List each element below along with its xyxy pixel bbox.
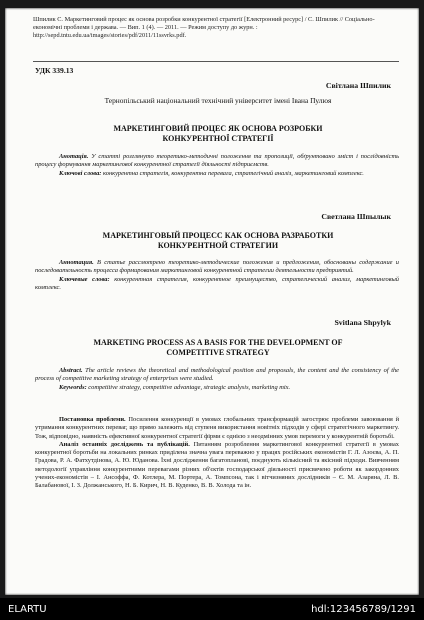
paragraph-problem-text: Посилення конкуренції в умовах глобальних трансформацій загострює проблеми завоювання й утримання конкурентних переваг, що прямо залежить від ступеня використання новітніх підходів у сфері стратегічного маркетингу. Тож, відповідно, наявність ефективної конкурентної стратегії фірми є однією з неодмінних умов перемоги у конкурентній боротьбі. xyxy=(35,416,399,440)
handle-id: hdl:123456789/1291 xyxy=(311,604,416,615)
abstract-ru xyxy=(35,259,399,293)
abstract-en-label: Abstract. xyxy=(59,367,83,374)
document-page xyxy=(5,8,419,595)
paragraph-problem-label: Постановка проблеми. xyxy=(59,416,126,423)
paragraph-analysis xyxy=(35,441,399,491)
abstract-ru-text: В статье рассмотрено теоретико-методические положения и предложения, обоснованы содержание и последовательность процесса формирования маркетинговой конкурентной стратегии деятельности предприятий. xyxy=(35,259,399,275)
affiliation: Тернопільський національний технічний університет імені Івана Пулюя xyxy=(104,96,332,105)
author-ru: Светлана Шпылык xyxy=(321,212,391,221)
repository-name: ELARTU xyxy=(8,604,47,615)
title-en-line2: COMPETITIVE STRATEGY xyxy=(166,348,270,357)
udk-code: УДК 339.13 xyxy=(35,66,74,75)
keywords-ru-label: Ключевые слова: xyxy=(59,275,110,283)
title-ru-line2: КОНКУРЕНТНОЙ СТРАТЕГИИ xyxy=(157,241,279,250)
title-ua-line2: КОНКУРЕНТНОЇ СТРАТЕГІЇ xyxy=(162,134,274,143)
paragraph-problem xyxy=(35,416,399,441)
title-ua xyxy=(45,124,391,144)
abstract-ru-label: Аннотация. xyxy=(59,259,94,266)
keywords-ru-text: конкурентная стратегия, конкурентное преимущество, стратегический анализ, маркетинговый комплекс. xyxy=(35,275,399,292)
abstract-ua-text: У статті розглянуто теоретико-методичні положення та пропозиції, обґрунтовано зміст і послідовність процесу формування маркетингової конкурентної стратегії діяльності підприємств. xyxy=(35,153,399,169)
viewer-footer-bar xyxy=(0,598,424,620)
body-text xyxy=(35,416,399,491)
abstract-ua-label: Анотація. xyxy=(59,153,89,160)
abstract-en xyxy=(35,367,399,392)
title-en xyxy=(45,338,391,358)
keywords-ua-text: конкурентна стратегія, конкурентна перевага, стратегічний аналіз, маркетинговий комплекс. xyxy=(101,169,364,177)
keywords-ua-label: Ключові слова: xyxy=(59,169,102,177)
keywords-en-label: Keywords: xyxy=(59,383,87,391)
title-ru-line1: МАРКЕТИНГОВЫЙ ПРОЦЕСС КАК ОСНОВА РАЗРАБОТКИ xyxy=(102,231,334,240)
title-ru xyxy=(45,231,391,251)
author-ua: Світлана Шпилик xyxy=(325,81,391,90)
citation: Шпилик С. Маркетинговий процес як основа розробки конкурентної стратегії [Електронний ресурс] / С. Шпилик // Соціально-економічні проблеми і держава. — Вип. 1 (4). — 2011. — Режим доступу до журн. : http://sepd.tntu.edu.ua/images/stories/pdf/2011/11ssvrks.pdf. xyxy=(33,16,375,40)
paragraph-analysis-text: Питанням розроблення маркетингової конкурентної стратегії в умовах конкурентної боротьби на локальних ринках приділена значна увага переважно у працях російських економістів Г. Л. Азоєва, А. П. Градова, Р. А. Фатхутдінова, А. Ю. Юданова. Їхні дослідження багатопланові, поєднують кількісний та якісний підходи. Вивченням методології управління конкурентними перевагами різних об'єктів господарської діяльності присвячено роботи як закордонних учених-економістів – І. Ансоффа, Ф. Котлера, М. Портера, А. Томпсона, так і вітчизняних дослідників – Є. М. Азаряна, Л. В. Балабанової, І. З. Должанського, Н. Б. Кирич, Н. В. Куденко, В. В. Холода та ін. xyxy=(35,440,399,490)
title-ua-line1: МАРКЕТИНГОВИЙ ПРОЦЕС ЯК ОСНОВА РОЗРОБКИ xyxy=(113,124,323,133)
abstract-ua xyxy=(35,153,399,178)
keywords-en-text: competitive strategy, competitive advantage, strategic analysis, marketing mix. xyxy=(86,383,291,391)
abstract-en-text: The article reviews the theoretical and methodological position and proposals, the content and the consistency of the process of competitive marketing strategy of enterprises were studied. xyxy=(35,367,399,383)
author-en: Svitlana Shpylyk xyxy=(334,318,391,327)
paragraph-analysis-label: Аналіз останніх досліджень та публікацій. xyxy=(59,440,190,448)
title-en-line1: MARKETING PROCESS AS A BASIS FOR THE DEVELOPMENT OF xyxy=(93,338,343,347)
citation-divider xyxy=(33,61,399,62)
